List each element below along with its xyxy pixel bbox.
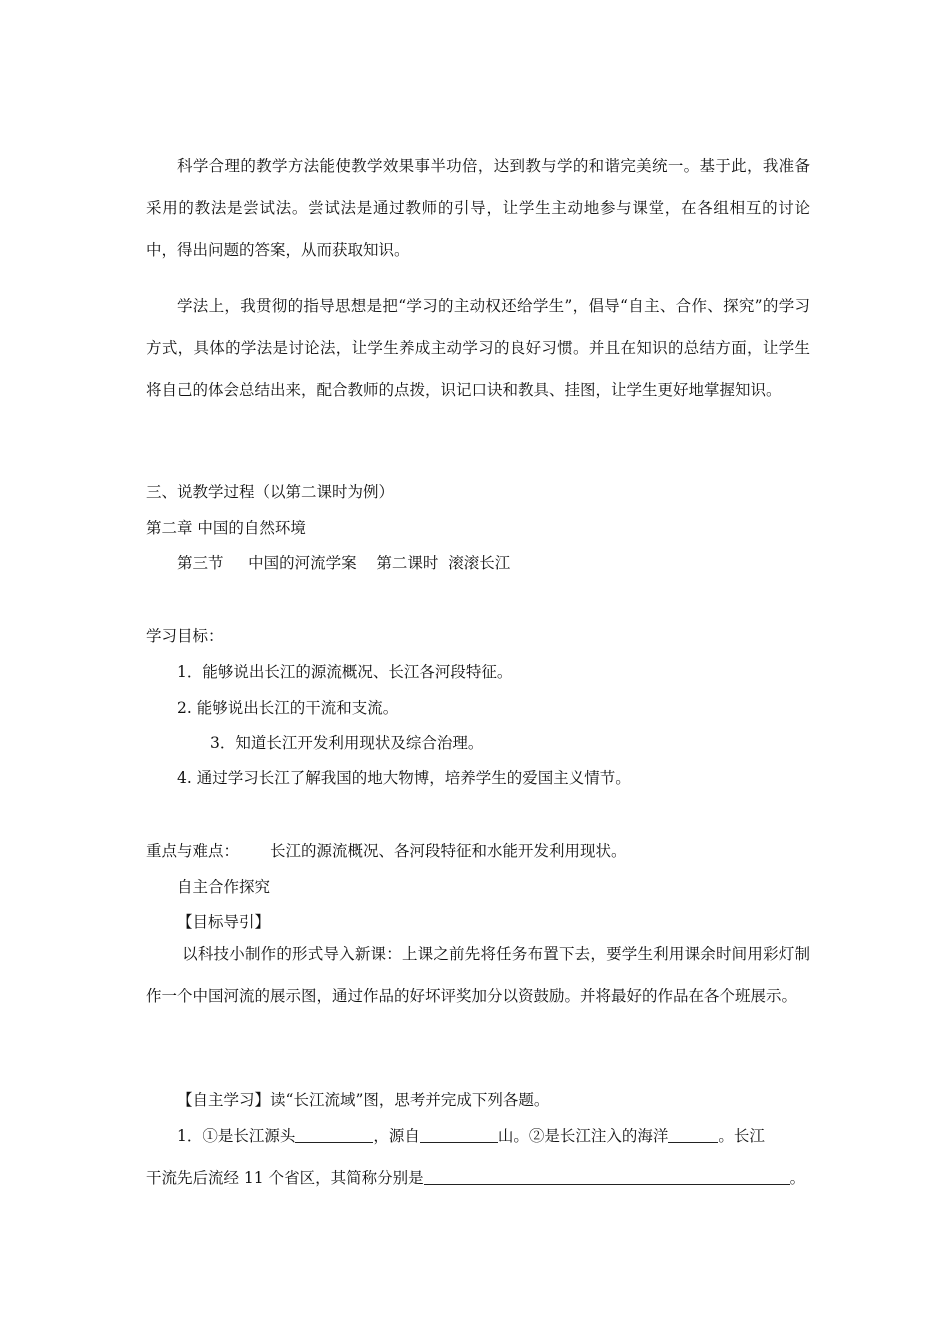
question-1-line-1 <box>177 1126 765 1146</box>
provinces-blank[interactable] <box>424 1168 790 1185</box>
self-study-intro: 读“长江流域”图，思考并完成下列各题。 <box>270 1091 550 1109</box>
goal-item-2: 2. 能够说出长江的干流和支流。 <box>177 699 399 717</box>
question-1-line-2 <box>146 1168 805 1188</box>
key-points-label: 重点与难点： <box>146 842 240 860</box>
self-study-heading <box>177 1090 549 1110</box>
guide-label: 【目标导引】 <box>177 913 271 931</box>
chapter-title: 第二章 中国的自然环境 <box>146 519 306 537</box>
q1-text-d: 。长江 <box>718 1127 765 1145</box>
goal-item-1: 1．能够说出长江的源流概况、长江各河段特征。 <box>177 663 513 681</box>
lesson-title: 第三节 中国的河流学案 第二课时 滚滚长江 <box>177 554 511 572</box>
ocean-blank[interactable] <box>668 1126 718 1143</box>
learning-method-paragraph: 学法上，我贯彻的指导思想是把“学习的主动权还给学生”，倡导“自主、合作、探究”的学习方式，具体的学法是讨论法，让学生养成主动学习的良好习惯。并且在知识的总结方面，让学生将自己的体会总结出来，配合教师的点拨，识记口诀和教具、挂图，让学生更好地掌握知识。 <box>146 297 810 399</box>
q1-text-a: 1．①是长江源头 <box>177 1127 296 1145</box>
q1-text-e: 干流先后流经 11 个省区，其简称分别是 <box>146 1169 424 1187</box>
goal-item-4: 4. 通过学习长江了解我国的地大物博，培养学生的爱国主义情节。 <box>177 769 631 787</box>
self-study-label: 【自主学习】 <box>177 1091 271 1109</box>
teaching-method-paragraph: 科学合理的教学方法能使教学效果事半功倍，达到教与学的和谐完美统一。基于此，我准备采用的教法是尝试法。尝试法是通过教师的引导，让学生主动地参与课堂，在各组相互的讨论中，得出问题的答案，从而获取知识。 <box>146 157 810 259</box>
guide-paragraph: 以科技小制作的形式导入新课：上课之前先将任务布置下去，要学生利用课余时间用彩灯制作一个中国河流的展示图，通过作品的好坏评奖加分以资鼓励。并将最好的作品在各个班展示。 <box>146 945 810 1005</box>
goal-item-3: 3．知道长江开发利用现状及综合治理。 <box>210 734 484 752</box>
key-points-text: 长江的源流概况、各河段特征和水能开发利用现状。 <box>270 842 627 860</box>
q1-text-b: ，源自 <box>373 1127 420 1145</box>
q1-text-c: 山。②是长江注入的海洋 <box>497 1127 669 1145</box>
explore-title: 自主合作探究 <box>177 878 271 896</box>
goals-title: 学习目标： <box>146 627 224 645</box>
source-blank[interactable] <box>295 1126 373 1143</box>
section-heading: 三、说教学过程（以第二课时为例） <box>146 483 395 501</box>
mountain-blank[interactable] <box>420 1126 498 1143</box>
q1-text-f: 。 <box>789 1169 806 1187</box>
